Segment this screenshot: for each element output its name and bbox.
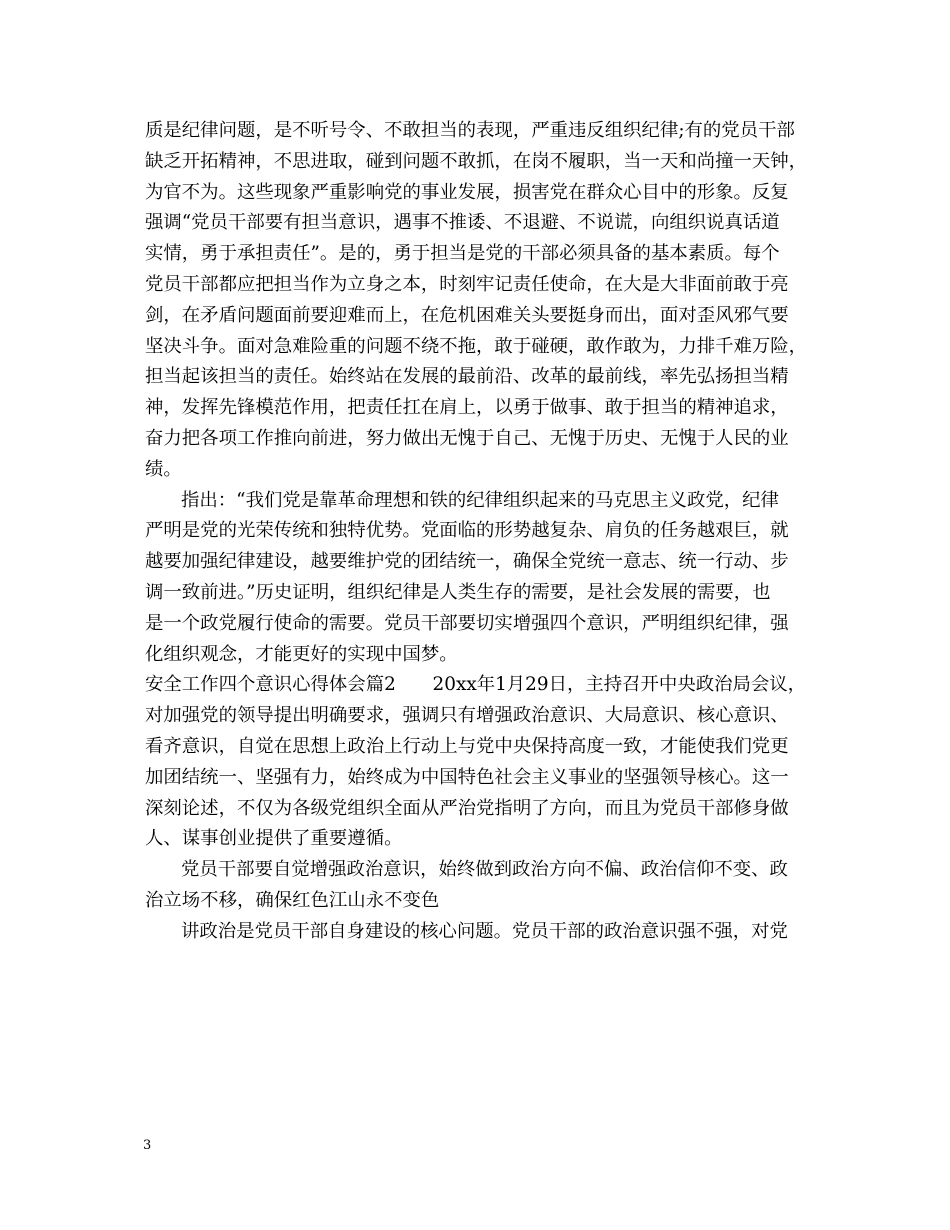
text-line: 强调“党员干部要有担当意识，遇事不推诿、不退避、不说谎，向组织说真话道 [145,212,780,234]
text-line: 加团结统一、坚强有力，始终成为中国特色社会主义事业的坚强领导核心。这一 [145,766,789,788]
text-line: 奋力把各项工作推向前进，努力做出无愧于自己、无愧于历史、无愧于人民的业 [145,427,789,449]
text-line: 绩。 [145,458,182,480]
text-line: 为官不为。这些现象严重影响党的事业发展，损害党在群众心目中的形象。反复 [145,181,789,203]
text-line: 化组织观念，才能更好的实现中国梦。 [145,643,458,665]
text-line: 人、谋事创业提供了重要遵循。 [145,828,403,850]
text-line: 越要加强纪律建设，越要维护党的团结统一，确保全党统一意志、统一行动、步 [145,551,789,573]
text-line: 神，发挥先锋模范作用，把责任扛在肩上，以勇于做事、敢于担当的精神追求， [145,397,789,419]
text-line: 调一致前进。”历史证明，组织纪律是人类生存的需要，是社会发展的需要，也 [145,581,771,603]
text-line: 实情，勇于承担责任”。是的，勇于担当是党的干部必须具备的基本素质。每个 [145,243,780,265]
text-line: 深刻论述，不仅为各级党组织全面从严治党指明了方向，而且为党员干部修身做 [145,797,789,819]
text-line: 坚决斗争。面对急难险重的问题不绕不拖，敢于碰硬，敢作敢为，力排千难万险， [145,335,808,357]
text-line: 是一个政党履行使命的需要。党员干部要切实增强四个意识，严明组织纪律，强 [145,612,789,634]
paragraph-first-line: 指出：“我们党是靠革命理想和铁的纪律组织起来的马克思主义政党，纪律 [181,489,779,511]
text-line: 看齐意识，自觉在思想上政治上行动上与党中央保持高度一致，才能使我们党更 [145,735,789,757]
paragraph-first-line: 党员干部要自觉增强政治意识，始终做到政治方向不偏、政治信仰不变、政 [181,859,788,881]
text-line: 质是纪律问题，是不听号令、不敢担当的表现，严重违反组织纪律;有的党员干部 [145,120,795,141]
page-number: 3 [143,1138,152,1153]
text-line: 安全工作四个意识心得体会篇2 20xx年1月29日，主持召开中央政治局会议， [145,674,807,696]
paragraph-first-line: 讲政治是党员干部自身建设的核心问题。党员干部的政治意识强不强，对党 [181,920,788,942]
text-line: 担当起该担当的责任。始终站在发展的最前沿、改革的最前线，率先弘扬担当精 [145,366,789,388]
text-line: 严明是党的光荣传统和独特优势。党面临的形势越复杂、肩负的任务越艰巨，就 [145,520,789,542]
text-line: 党员干部都应把担当作为立身之本，时刻牢记责任使命，在大是大非面前敢于亮 [145,273,789,295]
body-text [145,116,815,948]
text-line: 剑，在矛盾问题面前要迎难而上，在危机困难关头要挺身而出，面对歪风邪气要 [145,304,789,326]
text-line: 缺乏开拓精神，不思进取，碰到问题不敢抓，在岗不履职，当一天和尚撞一天钟， [145,150,808,172]
text-line: 对加强党的领导提出明确要求，强调只有增强政治意识、大局意识、核心意识、 [145,705,789,727]
text-line: 治立场不移，确保红色江山永不变色 [145,889,440,911]
